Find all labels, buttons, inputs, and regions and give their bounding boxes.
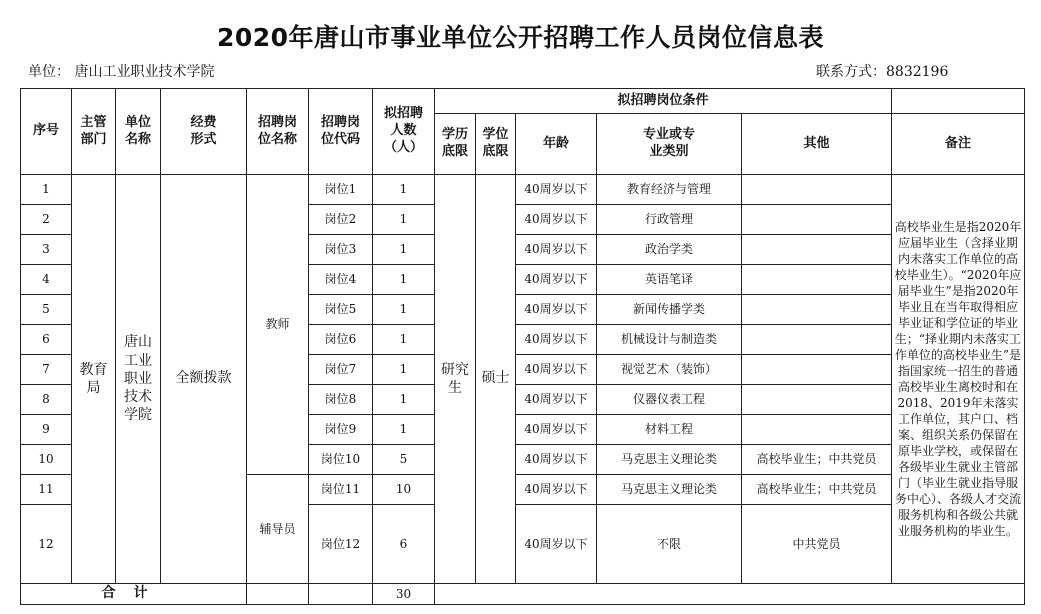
cell-other <box>742 265 892 295</box>
cell-count: 10 <box>373 475 435 505</box>
cell-seq: 4 <box>21 265 72 295</box>
cell-age: 40周岁以下 <box>516 175 597 205</box>
cell-seq: 12 <box>21 505 72 584</box>
header-unit: 单位名称 <box>116 89 161 175</box>
cell-other <box>742 205 892 235</box>
cell-age: 40周岁以下 <box>516 415 597 445</box>
cell-other: 高校毕业生；中共党员 <box>742 445 892 475</box>
cell-count: 1 <box>373 325 435 355</box>
cell-other <box>742 385 892 415</box>
cell-edu: 研究生 <box>435 175 476 584</box>
cell-code: 岗位7 <box>309 355 373 385</box>
cell-seq: 3 <box>21 235 72 265</box>
cell-other <box>742 295 892 325</box>
cell-major: 机械设计与制造类 <box>597 325 742 355</box>
cell-count: 1 <box>373 415 435 445</box>
cell-major: 行政管理 <box>597 205 742 235</box>
header-post-code: 招聘岗位代码 <box>309 89 373 175</box>
cell-dept: 教育局 <box>72 175 116 584</box>
cell-major: 英语笔译 <box>597 265 742 295</box>
cell-unit: 唐山工业职业技术学院 <box>116 175 161 584</box>
cell-degree: 硕士 <box>476 175 516 584</box>
total-label: 合计 <box>21 584 247 605</box>
header-edu: 学历底限 <box>435 114 476 175</box>
cell-seq: 7 <box>21 355 72 385</box>
cell-fund: 全额拨款 <box>161 175 247 584</box>
cell-code: 岗位3 <box>309 235 373 265</box>
cell-seq: 1 <box>21 175 72 205</box>
cell-code: 岗位8 <box>309 385 373 415</box>
recruitment-table <box>20 88 1025 605</box>
cell-code: 岗位12 <box>309 505 373 584</box>
cell-code: 岗位11 <box>309 475 373 505</box>
header-degree: 学位底限 <box>476 114 516 175</box>
cell-seq: 5 <box>21 295 72 325</box>
cell-code: 岗位2 <box>309 205 373 235</box>
total-blank <box>435 584 1025 605</box>
cell-other <box>742 175 892 205</box>
cell-major: 不限 <box>597 505 742 584</box>
total-blank <box>247 584 309 605</box>
cell-count: 1 <box>373 265 435 295</box>
cell-age: 40周岁以下 <box>516 445 597 475</box>
cell-major: 马克思主义理论类 <box>597 445 742 475</box>
page-title: 2020年唐山市事业单位公开招聘工作人员岗位信息表 <box>216 23 825 52</box>
header-conditions: 拟招聘岗位条件 <box>435 89 892 114</box>
header-remarks: 备注 <box>892 114 1025 175</box>
cell-major: 仪器仪表工程 <box>597 385 742 415</box>
cell-code: 岗位1 <box>309 175 373 205</box>
cell-age: 40周岁以下 <box>516 505 597 584</box>
header-seq: 序号 <box>21 89 72 175</box>
cell-other <box>742 355 892 385</box>
cell-count: 1 <box>373 235 435 265</box>
header-major: 专业或专业类别 <box>597 114 742 175</box>
total-blank <box>309 584 373 605</box>
cell-major: 马克思主义理论类 <box>597 475 742 505</box>
cell-seq: 11 <box>21 475 72 505</box>
cell-seq: 8 <box>21 385 72 415</box>
cell-age: 40周岁以下 <box>516 205 597 235</box>
cell-count: 1 <box>373 295 435 325</box>
cell-remarks: 高校毕业生是指2020年应届毕业生（含择业期内未落实工作单位的高校毕业生）。“2020年应届毕业生”是指2020年毕业且在当年取得相应毕业证和学位证的毕业生；“择业期内未落实工作单位的高校毕业生”是指国家统一招生的普通高校毕业生离校时和在2018、2019年未落实工作单位，其户口、档案、组织关系仍保留在原毕业学校，或保留在各级毕业生就业主管部门（毕业生就业指导服务中心）、各级人才交流服务机构和各级公共就业服务机构的毕业生。 <box>892 175 1025 584</box>
cell-post-counselor: 辅导员 <box>247 475 309 584</box>
contact-line: 联系方式：8832196 <box>816 64 949 80</box>
cell-age: 40周岁以下 <box>516 295 597 325</box>
cell-age: 40周岁以下 <box>516 385 597 415</box>
cell-major: 政治学类 <box>597 235 742 265</box>
cell-age: 40周岁以下 <box>516 265 597 295</box>
cell-code: 岗位9 <box>309 415 373 445</box>
cell-other: 中共党员 <box>742 505 892 584</box>
header-age: 年龄 <box>516 114 597 175</box>
cell-code: 岗位5 <box>309 295 373 325</box>
cell-major: 材料工程 <box>597 415 742 445</box>
cell-seq: 2 <box>21 205 72 235</box>
cell-code: 岗位4 <box>309 265 373 295</box>
header-blank <box>892 89 1025 114</box>
unit-line: 单位： 唐山工业职业技术学院 <box>28 64 215 80</box>
header-fund: 经费形式 <box>161 89 247 175</box>
cell-count: 1 <box>373 385 435 415</box>
cell-code: 岗位6 <box>309 325 373 355</box>
cell-count: 1 <box>373 175 435 205</box>
total-count: 30 <box>373 584 435 605</box>
cell-seq: 6 <box>21 325 72 355</box>
cell-major: 教育经济与管理 <box>597 175 742 205</box>
cell-count: 1 <box>373 205 435 235</box>
cell-other <box>742 325 892 355</box>
cell-age: 40周岁以下 <box>516 475 597 505</box>
cell-count: 6 <box>373 505 435 584</box>
cell-other <box>742 415 892 445</box>
header-count: 拟招聘人数（人） <box>373 89 435 175</box>
cell-other: 高校毕业生；中共党员 <box>742 475 892 505</box>
cell-count: 1 <box>373 355 435 385</box>
cell-age: 40周岁以下 <box>516 325 597 355</box>
cell-major: 新闻传播学类 <box>597 295 742 325</box>
cell-code: 岗位10 <box>309 445 373 475</box>
cell-seq: 9 <box>21 415 72 445</box>
cell-post-teacher: 教师 <box>247 175 309 475</box>
cell-age: 40周岁以下 <box>516 355 597 385</box>
cell-other <box>742 235 892 265</box>
cell-age: 40周岁以下 <box>516 235 597 265</box>
header-other: 其他 <box>742 114 892 175</box>
cell-seq: 10 <box>21 445 72 475</box>
header-post-name: 招聘岗位名称 <box>247 89 309 175</box>
header-dept: 主管部门 <box>72 89 116 175</box>
cell-count: 5 <box>373 445 435 475</box>
cell-major: 视觉艺术（装饰） <box>597 355 742 385</box>
